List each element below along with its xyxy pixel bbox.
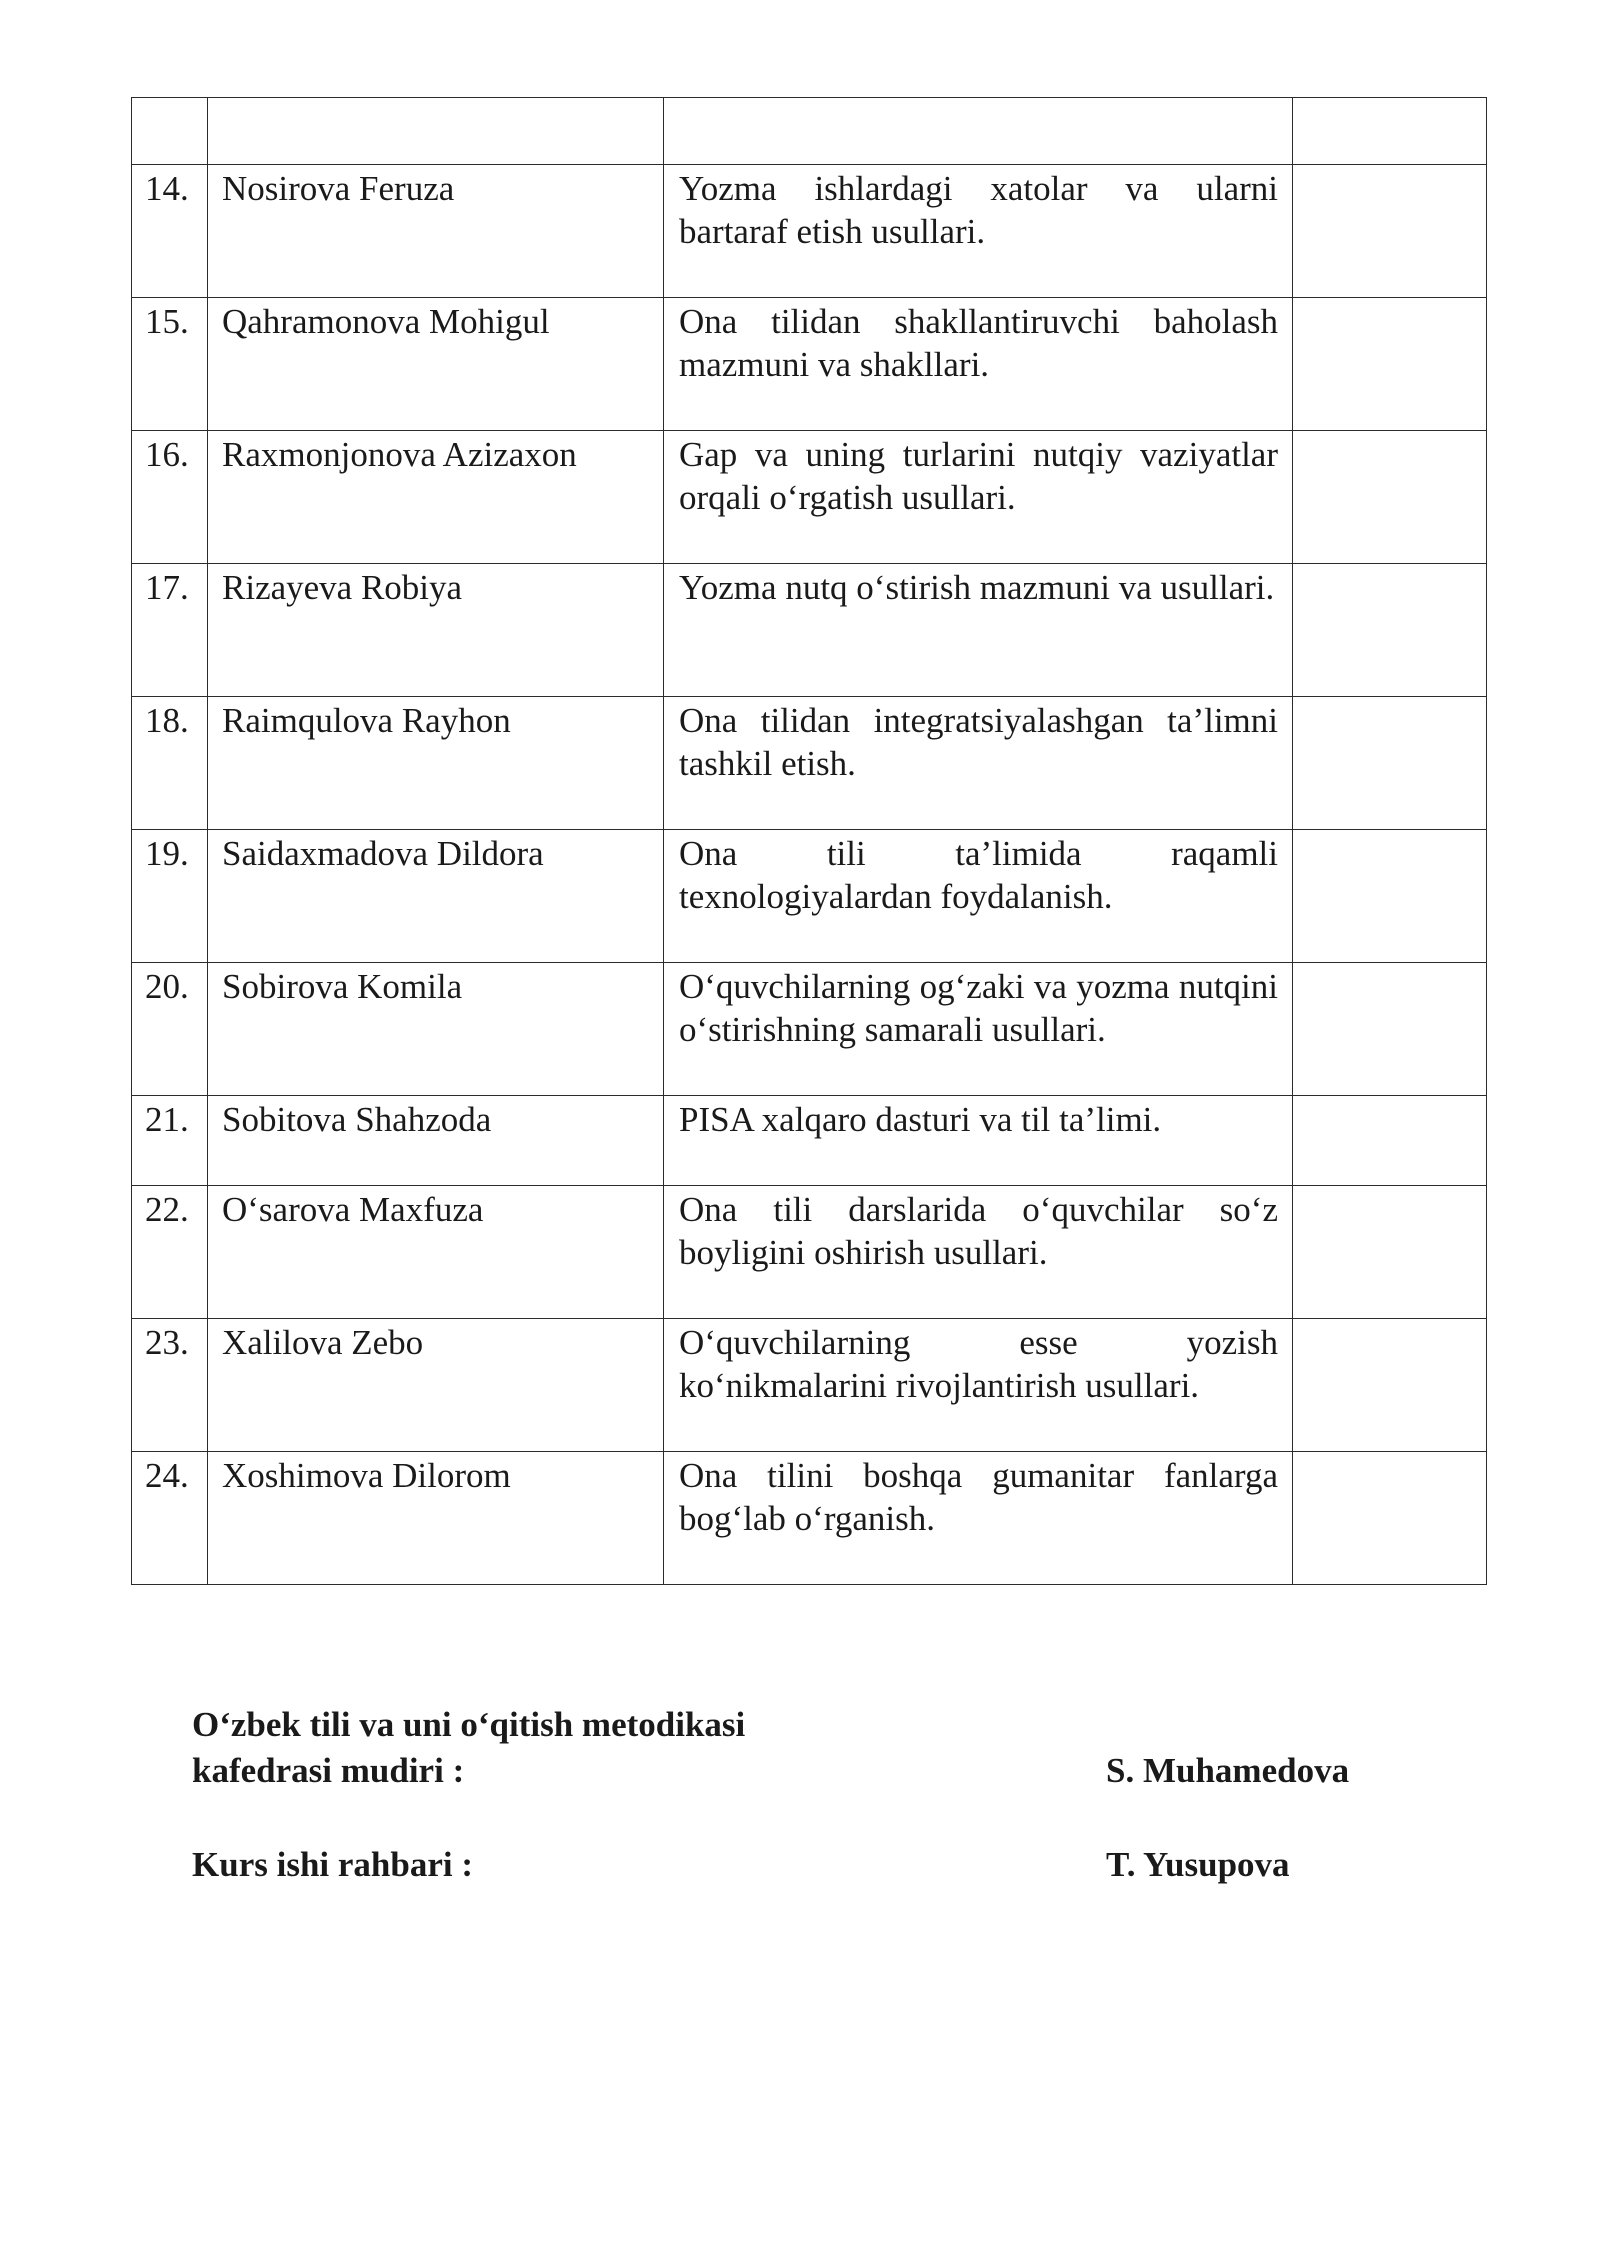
department-head-name: S. Muhamedova [1106,1751,1350,1790]
student-name: O‘sarova Maxfuza [208,1186,664,1319]
row-number: 17. [132,564,208,697]
empty-cell [1293,298,1487,431]
topic-title: PISA xalqaro dasturi va til ta’limi. [664,1096,1293,1186]
table-row [132,1186,1487,1319]
row-number: 22. [132,1186,208,1319]
topic-title: Ona tilidan shakllantiruvchi baholash mazmuni va shakllari. [664,298,1293,431]
empty-cell [1293,1096,1487,1186]
student-name: Qahramonova Mohigul [208,298,664,431]
row-number: 24. [132,1452,208,1585]
student-name: Nosirova Feruza [208,165,664,298]
table-row [132,298,1487,431]
empty-cell [1293,830,1487,963]
table-row [132,830,1487,963]
table-row [132,1452,1487,1585]
empty-cell [664,98,1293,165]
row-number: 20. [132,963,208,1096]
student-name: Sobitova Shahzoda [208,1096,664,1186]
row-number: 18. [132,697,208,830]
table-row [132,1319,1487,1452]
topic-title: Yozma nutq o‘stirish mazmuni va usullari. [664,564,1293,697]
empty-cell [1293,697,1487,830]
student-name: Xalilova Zebo [208,1319,664,1452]
row-number: 21. [132,1096,208,1186]
student-name: Rizayeva Robiya [208,564,664,697]
topic-title: O‘quvchilarning og‘zaki va yozma nutqini o‘stirishning samarali usullari. [664,963,1293,1096]
row-number: 19. [132,830,208,963]
table-row [132,431,1487,564]
row-number: 14. [132,165,208,298]
course-work-topics-table [131,97,1487,1585]
student-name: Raxmonjonova Azizaxon [208,431,664,564]
student-name: Sobirova Komila [208,963,664,1096]
row-number: 23. [132,1319,208,1452]
topic-title: Ona tili ta’limida raqamli texnologiyalardan foydalanish. [664,830,1293,963]
topic-title: Ona tilidan integratsiyalashgan ta’limni tashkil etish. [664,697,1293,830]
empty-cell [132,98,208,165]
table-row [132,1096,1487,1186]
student-name: Xoshimova Dilorom [208,1452,664,1585]
empty-cell [1293,98,1487,165]
table-top-row [132,98,1487,165]
topic-title: Ona tilini boshqa gumanitar fanlarga bog‘lab o‘rganish. [664,1452,1293,1585]
supervisor-name: T. Yusupova [1106,1845,1290,1884]
student-name: Raimqulova Rayhon [208,697,664,830]
row-number: 16. [132,431,208,564]
table-row [132,963,1487,1096]
department-label-line1: O‘zbek tili va uni o‘qitish metodikasi [192,1705,746,1744]
department-label-line2: kafedrasi mudiri : [192,1751,465,1790]
topic-title: Ona tili darslarida o‘quvchilar so‘z boyligini oshirish usullari. [664,1186,1293,1319]
table-row [132,697,1487,830]
empty-cell [1293,564,1487,697]
empty-cell [208,98,664,165]
topic-title: O‘quvchilarning esse yozish ko‘nikmalarini rivojlantirish usullari. [664,1319,1293,1452]
empty-cell [1293,1452,1487,1585]
empty-cell [1293,165,1487,298]
student-name: Saidaxmadova Dildora [208,830,664,963]
table-row [132,165,1487,298]
supervisor-label: Kurs ishi rahbari : [192,1845,474,1884]
topic-title: Gap va uning turlarini nutqiy vaziyatlar orqali o‘rgatish usullari. [664,431,1293,564]
table-row [132,564,1487,697]
empty-cell [1293,1319,1487,1452]
empty-cell [1293,431,1487,564]
empty-cell [1293,963,1487,1096]
empty-cell [1293,1186,1487,1319]
topic-title: Yozma ishlardagi xatolar va ularni bartaraf etish usullari. [664,165,1293,298]
row-number: 15. [132,298,208,431]
